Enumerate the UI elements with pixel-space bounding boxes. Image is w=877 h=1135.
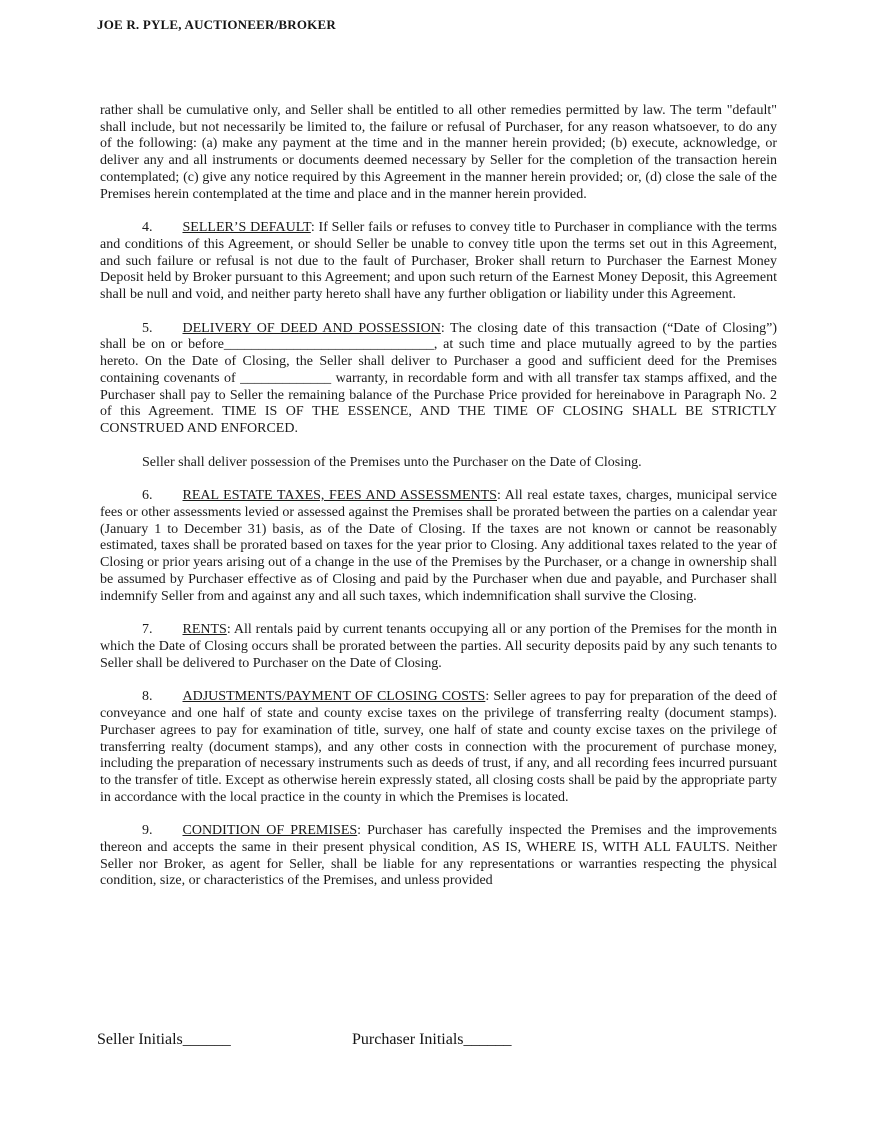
tab-spacer <box>153 699 183 700</box>
purchaser-initials-label: Purchaser Initials <box>352 1031 464 1048</box>
paragraph-heading: SELLER’S DEFAULT <box>182 220 311 236</box>
paragraph-9-condition-of-premises <box>100 823 777 890</box>
paragraph-text: rather shall be cumulative only, and Seller shall be entitled to all other remedies permitted by law. The term "default" shall include, but not necessarily be limited to, the failure or refusal of Purchaser, for any reason whatsoever, to do any of the following: (a) make any payment at the time and in the manner herein provided; (b) execute, acknowledge, or deliver any and all instruments or documents deemed necessary by Seller for the completion of the transaction herein contemplated; (c) give any notice required by this Agreement in the manner herein provided; or, (d) close the sale of the Premises herein contemplated at the time and place and in the manner herein provided. <box>100 103 777 202</box>
paragraph-number: 6. <box>142 488 153 504</box>
tab-spacer <box>153 498 183 499</box>
paragraph-4-sellers-default <box>100 220 777 304</box>
tab-spacer <box>153 833 183 834</box>
tab-spacer <box>153 331 183 332</box>
paragraph-heading: REAL ESTATE TAXES, FEES AND ASSESSMENTS <box>182 488 497 504</box>
tab-spacer <box>153 632 183 633</box>
paragraph-number: 4. <box>142 220 153 236</box>
paragraph-7-rents <box>100 622 777 672</box>
paragraph-text: : Seller agrees to pay for preparation of the deed of conveyance and one half of state and county excise taxes on the privilege of transferring realty (document stamps). Purchaser agrees to pay for examination of title, survey, one half of state and county excise taxes on the privilege of transferring realty (document stamps), and any other costs in connection with the procurement of purchase money, including the preparation of necessary instruments such as deeds of trust, if any, and all recording fees incurred pursuant to the transfer of title. Except as otherwise herein expressly stated, all closing costs shall be paid by the appropriate party in accordance with the local practice in the county in which the Premises is located. <box>100 689 777 805</box>
paragraph-text: Seller shall deliver possession of the Premises unto the Purchaser on the Date of Closing. <box>142 454 642 470</box>
paragraph-number: 5. <box>142 320 153 336</box>
purchaser-initials-line <box>352 1030 512 1049</box>
paragraph-number: 7. <box>142 622 153 638</box>
document-body <box>100 103 777 907</box>
paragraph-possession <box>100 455 777 472</box>
paragraph-heading: CONDITION OF PREMISES <box>182 823 358 839</box>
paragraph-text: : Purchaser has carefully inspected the Premises and the improvements thereon and accepts the same in their present physical condition, AS IS, WHERE IS, WITH ALL FAULTS. Neither Seller nor Broker, as agent for Seller, shall be liable for any representations or warranties respecting the physical condition, size, or characteristics of the Premises, and unless provided <box>100 823 778 889</box>
paragraph-heading: DELIVERY OF DEED AND POSSESSION <box>182 320 441 336</box>
paragraph-5-delivery-of-deed <box>100 321 777 438</box>
seller-initials-label: Seller Initials <box>97 1031 183 1048</box>
paragraph-heading: ADJUSTMENTS/PAYMENT OF CLOSING COSTS <box>182 689 486 705</box>
paragraph-text: : If Seller fails or refuses to convey title to Purchaser in compliance with the terms and conditions of this Agreement, or should Seller be unable to convey title upon the terms set out in this Agreement, and such failure or refusal is not due to the fault of Purchaser, Broker shall return to Purchaser the Earnest Money Deposit held by Broker pursuant to this Agreement; and upon such return of the Earnest Money Deposit, this Agreement shall be null and void, and neither party hereto shall have any further obligation or liability under this Agreement. <box>100 220 777 303</box>
letterhead-title: JOE R. PYLE, AUCTIONEER/BROKER <box>97 17 336 32</box>
seller-initials-line <box>97 1030 231 1049</box>
paragraph-text: : All real estate taxes, charges, municipal service fees or other assessments levied or assessed against the Premises shall be prorated between the parties on a calendar year (January 1 to December 31) basis, as of the Date of Closing. If the taxes are not known or cannot be reasonably estimated, taxes shall be prorated based on taxes for the year prior to Closing. Any additional taxes related to the year of Closing or prior years arising out of a change in the use of the Premises by the Purchaser, or a change in ownership shall be assumed by Purchaser effective as of Closing and paid by the Purchaser when due and payable, and Purchaser shall indemnify Seller from and against any and all such taxes, which indemnification shall survive the Closing. <box>100 488 778 604</box>
paragraph-number: 8. <box>142 689 153 705</box>
paragraph-text: : The closing date of this transaction (“Date of Closing”) shall be on or before______________________________, at such time and place mutually agreed to by the parties hereto. On the Date of Closing, the Seller shall deliver to Purchaser a good and sufficient deed for the Premises containing covenants of _____________ warranty, in recordable form and with all transfer tax stamps affixed, and the Purchaser shall pay to Seller the remaining balance of the Purchase Price provided for hereinabove in Paragraph No. 2 of this Agreement. TIME IS OF THE ESSENCE, AND THE TIME OF CLOSING SHALL BE STRICTLY CONSTRUED AND ENFORCED. <box>100 320 777 436</box>
paragraph-8-adjustments-closing-costs <box>100 689 777 806</box>
paragraph-6-real-estate-taxes <box>100 488 777 605</box>
paragraph-default-continuation <box>100 103 777 203</box>
paragraph-text: : All rentals paid by current tenants occupying all or any portion of the Premises for the month in which the Date of Closing occurs shall be prorated between the parties. All security deposits paid by any such tenants to Seller shall be delivered to Purchaser on the Date of Closing. <box>100 622 777 671</box>
paragraph-number: 9. <box>142 823 153 839</box>
paragraph-heading: RENTS <box>182 622 227 638</box>
tab-spacer <box>153 230 183 231</box>
seller-initials-blank: ______ <box>182 1031 231 1048</box>
purchaser-initials-blank: ______ <box>463 1031 512 1048</box>
